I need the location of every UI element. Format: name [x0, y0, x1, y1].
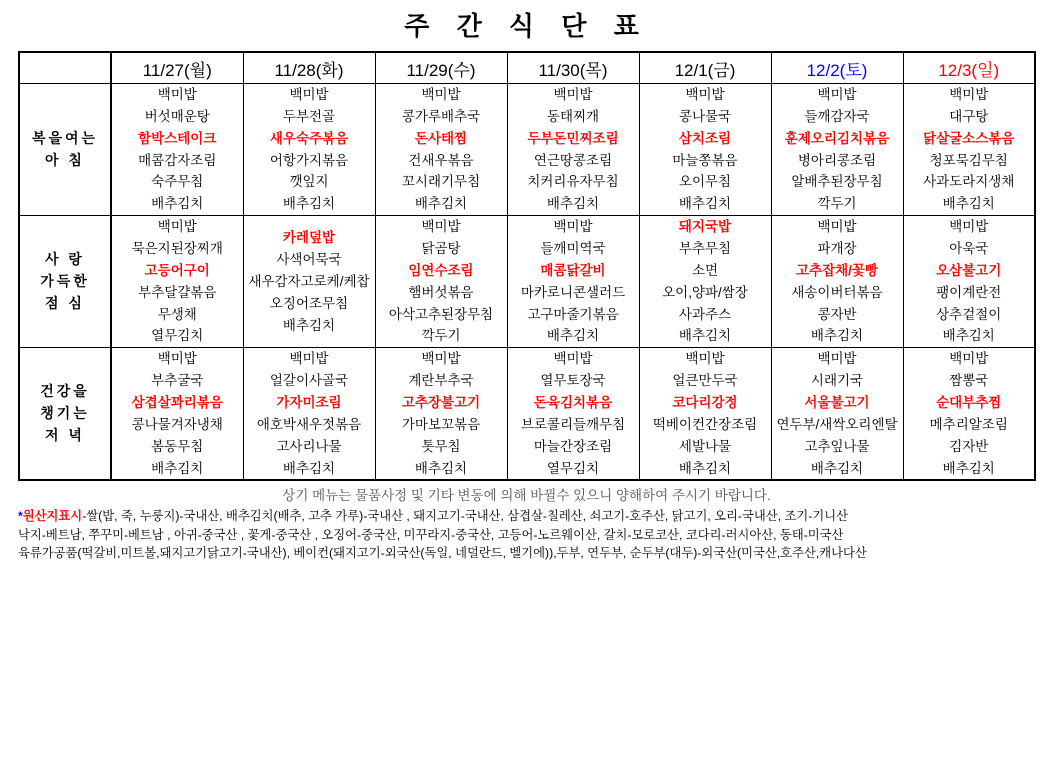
origin-text-0: -쌀(밥, 죽, 누룽지)-국내산, 배추김치(배추, 고추 가루)-국내산 , 돼지고기-국내산, 삼겹살-칠레산, 쇠고기-호주산, 닭고기, 오리-국내산, 조기-기니산 — [82, 509, 848, 524]
dish: 사과도라지생채 — [923, 174, 1015, 190]
dish: 배추김치 — [151, 460, 204, 476]
dish: 백미밥 — [817, 219, 857, 235]
meal-name-breakfast — [19, 84, 111, 216]
dish: 백미밥 — [421, 219, 461, 235]
dish-highlight: 순대부추찜 — [936, 395, 1002, 411]
dish: 깻잎지 — [289, 174, 329, 190]
menu-cell-lunch-thu — [507, 216, 639, 348]
dish: 열무김치 — [151, 328, 204, 344]
page-title: 주 간 식 단 표 — [404, 11, 649, 41]
meal-row-breakfast — [19, 84, 1035, 216]
dish: 무생채 — [157, 306, 197, 322]
dish: 배추김치 — [151, 196, 204, 212]
dish-highlight: 가자미조림 — [276, 395, 342, 411]
dish-highlight: 닭살굴소스볶음 — [923, 130, 1015, 146]
dish: 배추김치 — [942, 196, 995, 212]
dish: 얼큰만두국 — [672, 373, 738, 389]
dish: 백미밥 — [685, 351, 725, 367]
day-header-2: 11/29(수) — [375, 52, 507, 84]
dish-highlight: 고추잡채/꽃빵 — [796, 262, 878, 278]
dish: 백미밥 — [421, 87, 461, 102]
dish: 부추달걀볶음 — [138, 284, 217, 300]
dish: 백미밥 — [289, 351, 329, 367]
menu-cell-dinner-mon — [111, 348, 243, 481]
meal-row-dinner — [19, 348, 1035, 481]
dish: 새송이버터볶음 — [791, 284, 883, 300]
meal-name-line: 사 랑 — [45, 251, 85, 268]
dish: 애호박새우젓볶음 — [256, 416, 362, 432]
dish: 배추김치 — [414, 196, 468, 212]
day-header-5: 12/2(토) — [771, 52, 903, 84]
dish: 열무김치 — [546, 460, 600, 476]
menu-cell-lunch-wed — [375, 216, 507, 348]
origin-info — [18, 506, 1035, 562]
dish: 어항가지볶음 — [269, 152, 349, 168]
dish: 백미밥 — [157, 219, 197, 235]
meal-name-line: 아 침 — [45, 151, 85, 168]
dish-highlight: 함박스테이크 — [138, 130, 217, 146]
dish: 시래기국 — [810, 373, 864, 389]
dish-highlight: 카레덮밥 — [282, 230, 336, 246]
dish: 김자반 — [949, 438, 989, 454]
dish: 세발나물 — [678, 438, 732, 454]
dish: 깍두기 — [817, 196, 857, 212]
dish-highlight: 고등어구이 — [144, 262, 210, 278]
dish: 짬뽕국 — [949, 373, 989, 389]
dish: 열무토장국 — [540, 373, 606, 389]
dish: 백미밥 — [553, 219, 593, 235]
dish: 백미밥 — [949, 219, 989, 235]
dish: 새우감자고로케/케찹 — [248, 273, 370, 289]
meal-row-lunch — [19, 216, 1035, 348]
dish: 동태찌개 — [546, 108, 600, 124]
dish: 콩자반 — [817, 306, 857, 322]
dish: 들깨미역국 — [540, 241, 606, 257]
dish: 고구마줄기볶음 — [527, 306, 619, 322]
menu-cell-lunch-sun — [903, 216, 1035, 348]
dish-highlight: 훈제오리김치볶음 — [784, 130, 890, 146]
dish: 배추김치 — [678, 196, 732, 212]
dish: 백미밥 — [289, 87, 329, 102]
dish: 버섯매운탕 — [144, 108, 210, 124]
dish: 사과주스 — [678, 306, 732, 322]
corner-cell — [19, 52, 111, 84]
dish: 배추김치 — [282, 317, 336, 333]
meal-name-lunch — [19, 216, 111, 348]
meal-name-line: 가득한 — [40, 272, 90, 289]
dish: 브로콜리들깨무침 — [520, 416, 626, 432]
meal-name-line: 점 심 — [45, 294, 85, 311]
dish: 백미밥 — [553, 87, 593, 102]
origin-star: * — [18, 509, 23, 524]
dish: 배추김치 — [942, 460, 995, 476]
dish: 배추김치 — [546, 196, 600, 212]
dish-highlight: 돈육김치볶음 — [533, 395, 613, 411]
dish: 콩나물국 — [678, 108, 732, 124]
origin-label: 원산지표시 — [22, 509, 83, 524]
dish: 오징어조무침 — [269, 295, 349, 311]
dish: 연근땅콩조림 — [533, 152, 613, 168]
dish: 들깨감자국 — [804, 108, 870, 124]
dish: 마늘쫑볶음 — [672, 152, 738, 168]
dish: 백미밥 — [553, 351, 593, 367]
dish-highlight: 고추장불고기 — [401, 395, 481, 411]
dish: 연두부/새싹오리엔탈 — [776, 416, 898, 432]
dish-highlight: 코다리강정 — [672, 395, 738, 411]
menu-cell-breakfast-sat — [771, 84, 903, 216]
dish: 아삭고추된장무침 — [388, 306, 494, 322]
dish-highlight: 서울불고기 — [804, 395, 870, 411]
dish: 고사리나물 — [276, 438, 342, 454]
dish: 숙주무침 — [151, 174, 204, 190]
meal-name-line: 챙기는 — [40, 405, 90, 422]
dish: 팽이계란전 — [936, 284, 1002, 300]
dish: 백미밥 — [949, 351, 989, 367]
dish: 계란부추국 — [408, 373, 474, 389]
dish: 부추무침 — [678, 241, 732, 257]
dish-highlight: 새우숙주볶음 — [269, 130, 349, 146]
dish: 배추김치 — [414, 460, 468, 476]
dish: 햄버섯볶음 — [408, 284, 474, 300]
dish: 파개장 — [817, 241, 857, 257]
menu-cell-lunch-tue — [243, 216, 375, 348]
dish: 사색어묵국 — [276, 251, 342, 267]
dish: 마늘간장조림 — [533, 438, 613, 454]
menu-cell-lunch-fri — [639, 216, 771, 348]
dish: 묵은지된장찌개 — [131, 241, 223, 257]
dish-highlight: 매콤닭갈비 — [540, 262, 606, 278]
dish: 백미밥 — [157, 87, 197, 102]
menu-cell-dinner-tue — [243, 348, 375, 481]
origin-line-1: 낙지-베트남, 쭈꾸미-베트남 , 아귀-중국산 , 꽃게-중국산 , 오징어-중국산, 미꾸라지-중국산, 고등어-노르웨이산, 갈치-모로코산, 코다리-러시아산, 동태-미국산 — [18, 527, 844, 542]
meal-name-line: 저 녁 — [45, 426, 85, 443]
dish: 배추김치 — [282, 196, 336, 212]
dish: 얼갈이사골국 — [269, 373, 349, 389]
day-header-4: 12/1(금) — [639, 52, 771, 84]
menu-cell-breakfast-mon — [111, 84, 243, 216]
menu-cell-breakfast-sun — [903, 84, 1035, 216]
menu-cell-dinner-thu — [507, 348, 639, 481]
meal-name-dinner — [19, 348, 111, 481]
dish: 봄동무침 — [151, 438, 204, 454]
dish: 청포묵김무침 — [929, 152, 1008, 168]
dish: 대구탕 — [949, 108, 989, 124]
dish: 톳무침 — [421, 438, 461, 454]
dish: 고추잎나물 — [804, 438, 870, 454]
menu-cell-breakfast-wed — [375, 84, 507, 216]
day-header-6: 12/3(일) — [903, 52, 1035, 84]
day-header-3: 11/30(목) — [507, 52, 639, 84]
dish: 백미밥 — [817, 87, 857, 102]
menu-cell-dinner-sat — [771, 348, 903, 481]
dish: 치커리유자무침 — [527, 174, 619, 190]
menu-cell-lunch-mon — [111, 216, 243, 348]
menu-cell-dinner-sun — [903, 348, 1035, 481]
weekly-menu-table — [18, 51, 1036, 481]
dish: 콩나물겨자냉채 — [131, 416, 223, 432]
meal-name-line: 건강을 — [40, 383, 90, 400]
dish-highlight: 돼지국밥 — [678, 219, 732, 235]
dish: 병아리콩조림 — [797, 152, 877, 168]
dish: 떡베이컨간장조림 — [652, 416, 758, 432]
dish: 가마보꼬볶음 — [401, 416, 481, 432]
menu-cell-dinner-wed — [375, 348, 507, 481]
dish: 배추김치 — [678, 460, 732, 476]
dish-highlight: 돈사태찜 — [414, 130, 468, 146]
dish: 알배추된장무침 — [791, 174, 883, 190]
dish: 메추리알조림 — [929, 416, 1008, 432]
meal-name-line: 복을여는 — [31, 129, 99, 146]
dish-highlight: 삼치조림 — [678, 130, 732, 146]
dish: 백미밥 — [817, 351, 857, 367]
dish: 매콤감자조림 — [138, 152, 217, 168]
dish: 깍두기 — [421, 328, 461, 344]
origin-line-0 — [18, 507, 1035, 525]
dish: 두부전골 — [282, 108, 336, 124]
menu-cell-breakfast-fri — [639, 84, 771, 216]
day-header-1: 11/28(화) — [243, 52, 375, 84]
dish-highlight: 삼겹살꽈리볶음 — [131, 395, 223, 411]
dish: 백미밥 — [685, 87, 725, 102]
dish: 건새우볶음 — [408, 152, 474, 168]
dish: 배추김치 — [678, 328, 732, 344]
day-header-0: 11/27(월) — [111, 52, 243, 84]
dish-highlight: 오삼불고기 — [936, 262, 1002, 278]
dish: 콩가루배추국 — [401, 108, 481, 124]
menu-cell-lunch-sat — [771, 216, 903, 348]
dish: 오이무침 — [678, 174, 732, 190]
dish: 상추겉절이 — [936, 306, 1002, 322]
dish: 배추김치 — [942, 328, 995, 344]
dish: 닭곰탕 — [421, 241, 461, 257]
dish: 오이,양파/쌈장 — [662, 284, 748, 300]
dish: 꼬시래기무침 — [401, 174, 481, 190]
dish: 부추굴국 — [151, 373, 204, 389]
dish: 백미밥 — [949, 87, 989, 102]
menu-cell-breakfast-tue — [243, 84, 375, 216]
dish: 마카로니콘샐러드 — [520, 284, 626, 300]
origin-line-2: 육류가공품(떡갈비,미트볼,돼지고기닭고기-국내산), 베이컨(돼지고기-외국산(독일, 네덜란드, 벨기에)),두부, 연두부, 순두부(대두)-외국산(미국산,호주산,캐나다산 — [18, 545, 867, 560]
table-header-row — [19, 52, 1035, 84]
menu-change-notice: 상기 메뉴는 물품사정 및 기타 변동에 의해 바뀔수 있으니 양해하여 주시기 바랍니다. — [282, 488, 771, 504]
menu-cell-dinner-fri — [639, 348, 771, 481]
menu-cell-breakfast-thu — [507, 84, 639, 216]
dish-highlight: 두부돈민찌조림 — [527, 130, 619, 146]
dish: 소면 — [691, 262, 719, 278]
dish: 배추김치 — [546, 328, 600, 344]
dish: 배추김치 — [810, 328, 864, 344]
dish-highlight: 임연수조림 — [408, 262, 474, 278]
dish: 백미밥 — [157, 351, 197, 367]
dish: 백미밥 — [421, 351, 461, 367]
dish: 아욱국 — [949, 241, 989, 257]
dish: 배추김치 — [810, 460, 864, 476]
dish: 배추김치 — [282, 460, 336, 476]
